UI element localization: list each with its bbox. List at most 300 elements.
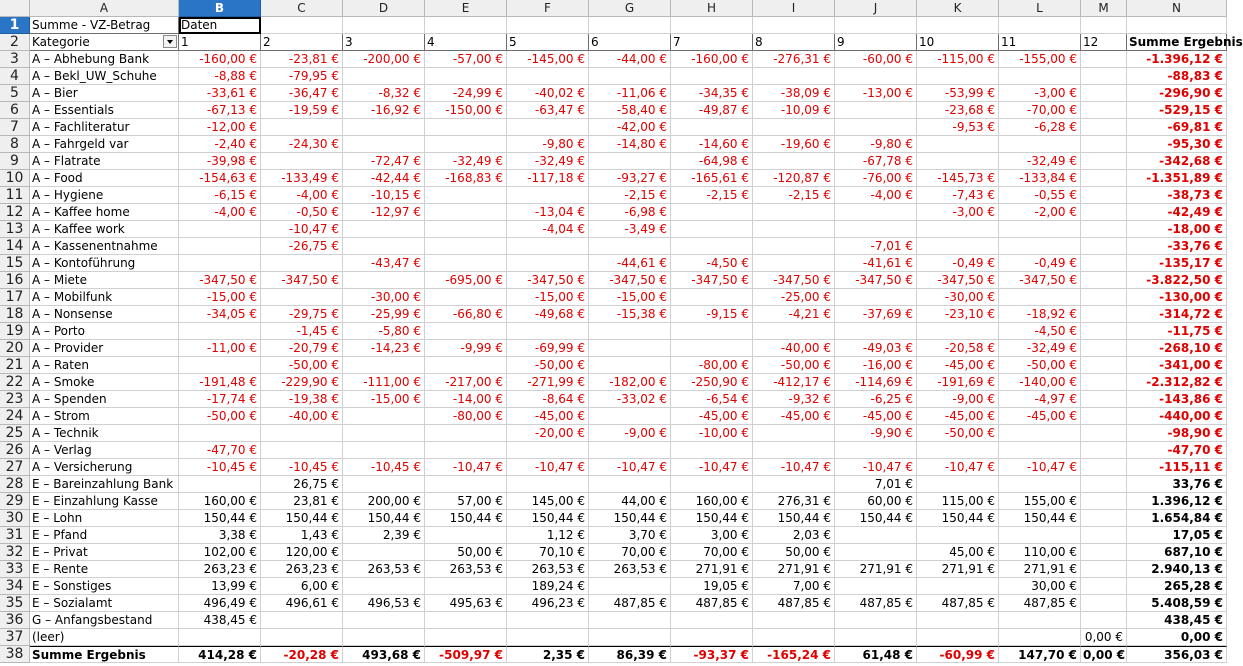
value-cell[interactable]: -114,69 € bbox=[835, 374, 917, 391]
value-cell[interactable]: 7,01 € bbox=[835, 476, 917, 493]
value-cell[interactable] bbox=[589, 153, 671, 170]
value-cell[interactable]: 487,85 € bbox=[835, 595, 917, 612]
value-cell[interactable]: -182,00 € bbox=[589, 374, 671, 391]
value-cell[interactable]: -4,50 € bbox=[671, 255, 753, 272]
value-cell[interactable] bbox=[917, 527, 999, 544]
value-cell[interactable]: -45,00 € bbox=[999, 408, 1081, 425]
category-cell[interactable]: E – Lohn bbox=[30, 510, 179, 527]
value-cell[interactable] bbox=[589, 340, 671, 357]
value-cell[interactable]: -80,00 € bbox=[671, 357, 753, 374]
month-header-2[interactable]: 2 bbox=[261, 34, 343, 51]
category-cell[interactable]: A – Raten bbox=[30, 357, 179, 374]
value-cell[interactable] bbox=[1081, 119, 1127, 136]
value-cell[interactable]: -45,00 € bbox=[671, 408, 753, 425]
value-cell[interactable] bbox=[999, 476, 1081, 493]
value-cell[interactable] bbox=[589, 68, 671, 85]
value-cell[interactable]: -168,83 € bbox=[425, 170, 507, 187]
value-cell[interactable]: -154,63 € bbox=[179, 170, 261, 187]
value-cell[interactable] bbox=[261, 153, 343, 170]
row-header-3[interactable]: 3 bbox=[0, 51, 30, 68]
category-cell[interactable]: A – Essentials bbox=[30, 102, 179, 119]
value-cell[interactable]: -4,00 € bbox=[261, 187, 343, 204]
value-cell[interactable] bbox=[835, 442, 917, 459]
value-cell[interactable] bbox=[1081, 221, 1127, 238]
row-header-25[interactable]: 25 bbox=[0, 425, 30, 442]
value-cell[interactable] bbox=[1081, 442, 1127, 459]
value-cell[interactable] bbox=[1081, 272, 1127, 289]
value-cell[interactable]: -50,00 € bbox=[753, 357, 835, 374]
value-cell[interactable] bbox=[589, 612, 671, 629]
value-cell[interactable]: -16,00 € bbox=[835, 357, 917, 374]
value-cell[interactable]: -9,15 € bbox=[671, 306, 753, 323]
cell-empty[interactable] bbox=[425, 17, 507, 34]
value-cell[interactable]: -19,60 € bbox=[753, 136, 835, 153]
row-header-24[interactable]: 24 bbox=[0, 408, 30, 425]
value-cell[interactable]: -23,68 € bbox=[917, 102, 999, 119]
grand-total-cell[interactable]: 414,28 € bbox=[179, 646, 261, 663]
value-cell[interactable] bbox=[425, 578, 507, 595]
value-cell[interactable]: -276,31 € bbox=[753, 51, 835, 68]
value-cell[interactable] bbox=[671, 68, 753, 85]
value-cell[interactable]: 496,23 € bbox=[507, 595, 589, 612]
category-cell[interactable]: A – Spenden bbox=[30, 391, 179, 408]
value-cell[interactable]: -347,50 € bbox=[179, 272, 261, 289]
value-cell[interactable] bbox=[507, 476, 589, 493]
month-header-7[interactable]: 7 bbox=[671, 34, 753, 51]
value-cell[interactable]: -9,53 € bbox=[917, 119, 999, 136]
value-cell[interactable] bbox=[425, 629, 507, 646]
value-cell[interactable] bbox=[753, 476, 835, 493]
value-cell[interactable]: -14,23 € bbox=[343, 340, 425, 357]
category-cell[interactable]: A – Fachliteratur bbox=[30, 119, 179, 136]
value-cell[interactable]: 150,44 € bbox=[425, 510, 507, 527]
value-cell[interactable] bbox=[671, 323, 753, 340]
value-cell[interactable]: -13,00 € bbox=[835, 85, 917, 102]
value-cell[interactable]: -32,49 € bbox=[999, 340, 1081, 357]
value-cell[interactable]: -10,47 € bbox=[507, 459, 589, 476]
value-cell[interactable]: 70,10 € bbox=[507, 544, 589, 561]
value-cell[interactable]: -2,15 € bbox=[671, 187, 753, 204]
value-cell[interactable]: -4,00 € bbox=[179, 204, 261, 221]
row-total-cell[interactable]: -33,76 € bbox=[1127, 238, 1227, 255]
value-cell[interactable] bbox=[179, 221, 261, 238]
row-total-cell[interactable]: 17,05 € bbox=[1127, 527, 1227, 544]
value-cell[interactable] bbox=[1081, 391, 1127, 408]
value-cell[interactable] bbox=[1081, 510, 1127, 527]
grand-total-cell[interactable]: 2,35 € bbox=[507, 646, 589, 663]
value-cell[interactable] bbox=[835, 102, 917, 119]
value-cell[interactable]: 2,39 € bbox=[343, 527, 425, 544]
row-total-cell[interactable]: -130,00 € bbox=[1127, 289, 1227, 306]
value-cell[interactable]: -49,87 € bbox=[671, 102, 753, 119]
value-cell[interactable]: 271,91 € bbox=[999, 561, 1081, 578]
value-cell[interactable] bbox=[343, 238, 425, 255]
category-cell[interactable]: E – Sozialamt bbox=[30, 595, 179, 612]
value-cell[interactable] bbox=[835, 119, 917, 136]
value-cell[interactable] bbox=[343, 68, 425, 85]
value-cell[interactable]: -9,32 € bbox=[753, 391, 835, 408]
value-cell[interactable]: -1,45 € bbox=[261, 323, 343, 340]
value-cell[interactable] bbox=[589, 629, 671, 646]
grand-total-cell[interactable]: -60,99 € bbox=[917, 646, 999, 663]
row-total-cell[interactable]: -3.822,50 € bbox=[1127, 272, 1227, 289]
value-cell[interactable]: -57,00 € bbox=[425, 51, 507, 68]
value-cell[interactable]: 160,00 € bbox=[671, 493, 753, 510]
month-header-9[interactable]: 9 bbox=[835, 34, 917, 51]
value-cell[interactable]: 487,85 € bbox=[917, 595, 999, 612]
value-cell[interactable] bbox=[179, 238, 261, 255]
value-cell[interactable]: -26,75 € bbox=[261, 238, 343, 255]
value-cell[interactable]: 487,85 € bbox=[671, 595, 753, 612]
cell-empty[interactable] bbox=[1081, 17, 1127, 34]
row-total-cell[interactable]: 687,10 € bbox=[1127, 544, 1227, 561]
cell-empty[interactable] bbox=[671, 17, 753, 34]
value-cell[interactable]: -15,00 € bbox=[507, 289, 589, 306]
column-header-n[interactable]: N bbox=[1127, 0, 1227, 17]
value-cell[interactable]: -67,78 € bbox=[835, 153, 917, 170]
value-cell[interactable]: -34,05 € bbox=[179, 306, 261, 323]
value-cell[interactable] bbox=[343, 612, 425, 629]
value-cell[interactable]: -111,00 € bbox=[343, 374, 425, 391]
value-cell[interactable]: -14,80 € bbox=[589, 136, 671, 153]
row-header-6[interactable]: 6 bbox=[0, 102, 30, 119]
row-header-27[interactable]: 27 bbox=[0, 459, 30, 476]
value-cell[interactable]: 30,00 € bbox=[999, 578, 1081, 595]
value-cell[interactable]: -20,79 € bbox=[261, 340, 343, 357]
row-header-33[interactable]: 33 bbox=[0, 561, 30, 578]
value-cell[interactable]: -10,09 € bbox=[753, 102, 835, 119]
value-cell[interactable]: 263,23 € bbox=[261, 561, 343, 578]
value-cell[interactable]: -40,02 € bbox=[507, 85, 589, 102]
value-cell[interactable] bbox=[999, 612, 1081, 629]
category-cell[interactable]: A – Flatrate bbox=[30, 153, 179, 170]
row-header-23[interactable]: 23 bbox=[0, 391, 30, 408]
value-cell[interactable]: -16,92 € bbox=[343, 102, 425, 119]
value-cell[interactable]: -40,00 € bbox=[261, 408, 343, 425]
value-cell[interactable] bbox=[507, 119, 589, 136]
category-filter-dropdown-button[interactable] bbox=[163, 35, 177, 48]
value-cell[interactable] bbox=[507, 612, 589, 629]
month-header-3[interactable]: 3 bbox=[343, 34, 425, 51]
month-header-1[interactable]: 1 bbox=[179, 34, 261, 51]
value-cell[interactable]: -7,43 € bbox=[917, 187, 999, 204]
value-cell[interactable] bbox=[507, 442, 589, 459]
row-header-14[interactable]: 14 bbox=[0, 238, 30, 255]
value-cell[interactable]: 45,00 € bbox=[917, 544, 999, 561]
value-cell[interactable]: -23,10 € bbox=[917, 306, 999, 323]
row-total-cell[interactable]: -1.396,12 € bbox=[1127, 51, 1227, 68]
value-cell[interactable] bbox=[753, 153, 835, 170]
row-total-cell[interactable]: 33,76 € bbox=[1127, 476, 1227, 493]
value-cell[interactable]: -347,50 € bbox=[507, 272, 589, 289]
row-header-12[interactable]: 12 bbox=[0, 204, 30, 221]
value-cell[interactable] bbox=[261, 119, 343, 136]
value-cell[interactable] bbox=[1081, 425, 1127, 442]
category-cell[interactable]: A – Versicherung bbox=[30, 459, 179, 476]
value-cell[interactable] bbox=[589, 442, 671, 459]
value-cell[interactable]: 1,12 € bbox=[507, 527, 589, 544]
cell-empty[interactable] bbox=[753, 17, 835, 34]
value-cell[interactable]: -347,50 € bbox=[835, 272, 917, 289]
value-cell[interactable]: -69,99 € bbox=[507, 340, 589, 357]
value-cell[interactable] bbox=[343, 476, 425, 493]
value-cell[interactable]: 13,99 € bbox=[179, 578, 261, 595]
row-total-cell[interactable]: -47,70 € bbox=[1127, 442, 1227, 459]
value-cell[interactable]: 2,03 € bbox=[753, 527, 835, 544]
grand-total-cell[interactable]: 61,48 € bbox=[835, 646, 917, 663]
row-header-34[interactable]: 34 bbox=[0, 578, 30, 595]
value-cell[interactable]: 271,91 € bbox=[917, 561, 999, 578]
value-cell[interactable] bbox=[1081, 544, 1127, 561]
category-cell[interactable]: A – Technik bbox=[30, 425, 179, 442]
grand-total-cell[interactable]: 147,70 € bbox=[999, 646, 1081, 663]
value-cell[interactable]: -10,45 € bbox=[179, 459, 261, 476]
row-total-cell[interactable]: -440,00 € bbox=[1127, 408, 1227, 425]
value-cell[interactable] bbox=[917, 221, 999, 238]
value-cell[interactable] bbox=[1081, 323, 1127, 340]
value-cell[interactable]: -6,28 € bbox=[999, 119, 1081, 136]
value-cell[interactable]: -25,99 € bbox=[343, 306, 425, 323]
value-cell[interactable]: -33,61 € bbox=[179, 85, 261, 102]
value-cell[interactable]: 189,24 € bbox=[507, 578, 589, 595]
value-cell[interactable]: 150,44 € bbox=[917, 510, 999, 527]
value-cell[interactable] bbox=[589, 476, 671, 493]
value-cell[interactable]: 496,49 € bbox=[179, 595, 261, 612]
value-cell[interactable]: -9,00 € bbox=[917, 391, 999, 408]
row-total-cell[interactable]: 1.396,12 € bbox=[1127, 493, 1227, 510]
value-cell[interactable]: -7,01 € bbox=[835, 238, 917, 255]
value-cell[interactable]: -200,00 € bbox=[343, 51, 425, 68]
value-cell[interactable] bbox=[835, 544, 917, 561]
value-cell[interactable] bbox=[999, 442, 1081, 459]
column-header-f[interactable]: F bbox=[507, 0, 589, 17]
value-cell[interactable]: -10,47 € bbox=[999, 459, 1081, 476]
row-header-30[interactable]: 30 bbox=[0, 510, 30, 527]
column-header-g[interactable]: G bbox=[589, 0, 671, 17]
grand-total-cell[interactable]: 86,39 € bbox=[589, 646, 671, 663]
value-cell[interactable]: -347,50 € bbox=[999, 272, 1081, 289]
value-cell[interactable] bbox=[343, 544, 425, 561]
value-cell[interactable]: 150,44 € bbox=[261, 510, 343, 527]
value-cell[interactable] bbox=[1081, 408, 1127, 425]
value-cell[interactable]: -20,58 € bbox=[917, 340, 999, 357]
value-cell[interactable]: -29,75 € bbox=[261, 306, 343, 323]
pivot-category-header[interactable] bbox=[30, 34, 179, 51]
value-cell[interactable]: 150,44 € bbox=[835, 510, 917, 527]
row-header-4[interactable]: 4 bbox=[0, 68, 30, 85]
grand-total-label[interactable]: Summe Ergebnis bbox=[30, 646, 179, 663]
value-cell[interactable]: 44,00 € bbox=[589, 493, 671, 510]
category-cell[interactable]: A – Smoke bbox=[30, 374, 179, 391]
category-cell[interactable]: A – Mobilfunk bbox=[30, 289, 179, 306]
value-cell[interactable]: -271,99 € bbox=[507, 374, 589, 391]
value-cell[interactable] bbox=[753, 204, 835, 221]
value-cell[interactable]: -80,00 € bbox=[425, 408, 507, 425]
value-cell[interactable]: -33,02 € bbox=[589, 391, 671, 408]
value-cell[interactable] bbox=[179, 357, 261, 374]
row-header-26[interactable]: 26 bbox=[0, 442, 30, 459]
value-cell[interactable] bbox=[917, 68, 999, 85]
value-cell[interactable] bbox=[999, 238, 1081, 255]
value-cell[interactable] bbox=[343, 629, 425, 646]
value-cell[interactable]: -6,25 € bbox=[835, 391, 917, 408]
value-cell[interactable]: -160,00 € bbox=[179, 51, 261, 68]
value-cell[interactable]: -79,95 € bbox=[261, 68, 343, 85]
row-header-28[interactable]: 28 bbox=[0, 476, 30, 493]
value-cell[interactable] bbox=[917, 238, 999, 255]
value-cell[interactable]: -10,47 € bbox=[425, 459, 507, 476]
value-cell[interactable] bbox=[261, 629, 343, 646]
value-cell[interactable]: -45,00 € bbox=[917, 357, 999, 374]
grand-total-cell[interactable]: 0,00 € bbox=[1083, 648, 1126, 662]
value-cell[interactable] bbox=[425, 119, 507, 136]
value-cell[interactable] bbox=[999, 136, 1081, 153]
value-cell[interactable] bbox=[343, 272, 425, 289]
value-cell[interactable]: -9,80 € bbox=[835, 136, 917, 153]
row-total-cell[interactable]: 1.654,84 € bbox=[1127, 510, 1227, 527]
value-cell[interactable]: -11,06 € bbox=[589, 85, 671, 102]
grand-total-cell[interactable]: -93,37 € bbox=[671, 646, 753, 663]
value-cell[interactable]: -13,04 € bbox=[507, 204, 589, 221]
value-cell[interactable]: 263,53 € bbox=[343, 561, 425, 578]
row-header-29[interactable]: 29 bbox=[0, 493, 30, 510]
row-total-cell[interactable]: -38,73 € bbox=[1127, 187, 1227, 204]
value-cell[interactable]: 150,44 € bbox=[753, 510, 835, 527]
value-cell[interactable] bbox=[261, 425, 343, 442]
value-cell[interactable]: 487,85 € bbox=[753, 595, 835, 612]
row-total-cell[interactable]: -296,90 € bbox=[1127, 85, 1227, 102]
value-cell[interactable]: -347,50 € bbox=[589, 272, 671, 289]
value-cell[interactable]: 70,00 € bbox=[589, 544, 671, 561]
column-header-m[interactable]: M bbox=[1081, 0, 1127, 17]
value-cell[interactable] bbox=[999, 629, 1081, 646]
value-cell[interactable] bbox=[343, 408, 425, 425]
row-header-20[interactable]: 20 bbox=[0, 340, 30, 357]
value-cell[interactable]: -6,15 € bbox=[179, 187, 261, 204]
row-header-37[interactable]: 37 bbox=[0, 629, 30, 646]
value-cell[interactable]: 120,00 € bbox=[261, 544, 343, 561]
value-cell[interactable]: -44,00 € bbox=[589, 51, 671, 68]
value-cell[interactable] bbox=[1081, 51, 1127, 68]
value-cell[interactable]: 150,44 € bbox=[671, 510, 753, 527]
value-cell[interactable]: -30,00 € bbox=[917, 289, 999, 306]
value-cell[interactable] bbox=[179, 323, 261, 340]
value-cell[interactable]: -50,00 € bbox=[507, 357, 589, 374]
row-total-cell[interactable]: -98,90 € bbox=[1127, 425, 1227, 442]
row-header-16[interactable]: 16 bbox=[0, 272, 30, 289]
value-cell[interactable]: -66,80 € bbox=[425, 306, 507, 323]
value-cell[interactable]: 110,00 € bbox=[999, 544, 1081, 561]
value-cell[interactable]: -4,50 € bbox=[999, 323, 1081, 340]
value-cell[interactable] bbox=[261, 612, 343, 629]
value-cell[interactable]: -14,60 € bbox=[671, 136, 753, 153]
value-cell[interactable] bbox=[753, 238, 835, 255]
value-cell[interactable]: -120,87 € bbox=[753, 170, 835, 187]
value-cell[interactable]: -10,45 € bbox=[261, 459, 343, 476]
value-cell[interactable]: -23,81 € bbox=[261, 51, 343, 68]
value-cell[interactable]: -49,03 € bbox=[835, 340, 917, 357]
value-cell[interactable]: -4,00 € bbox=[835, 187, 917, 204]
value-cell[interactable]: -25,00 € bbox=[753, 289, 835, 306]
value-cell[interactable]: -10,47 € bbox=[671, 459, 753, 476]
value-cell[interactable]: -70,00 € bbox=[999, 102, 1081, 119]
value-cell[interactable] bbox=[1081, 204, 1127, 221]
value-cell[interactable] bbox=[917, 629, 999, 646]
row-total-cell[interactable]: -18,00 € bbox=[1127, 221, 1227, 238]
value-cell[interactable] bbox=[1081, 561, 1127, 578]
row-total-cell[interactable]: 2.940,13 € bbox=[1127, 561, 1227, 578]
value-cell[interactable]: -229,90 € bbox=[261, 374, 343, 391]
value-cell[interactable]: -155,00 € bbox=[999, 51, 1081, 68]
value-cell[interactable]: -347,50 € bbox=[753, 272, 835, 289]
category-cell[interactable]: G – Anfangsbestand bbox=[30, 612, 179, 629]
value-cell[interactable]: -191,69 € bbox=[917, 374, 999, 391]
value-cell[interactable]: -93,27 € bbox=[589, 170, 671, 187]
row-header-32[interactable]: 32 bbox=[0, 544, 30, 561]
row-header-7[interactable]: 7 bbox=[0, 119, 30, 136]
value-cell[interactable] bbox=[1081, 170, 1127, 187]
value-cell[interactable] bbox=[1081, 187, 1127, 204]
value-cell[interactable]: 0,00 € bbox=[1081, 629, 1127, 646]
row-total-cell[interactable]: 0,00 € bbox=[1127, 629, 1227, 646]
row-header-31[interactable]: 31 bbox=[0, 527, 30, 544]
value-cell[interactable] bbox=[753, 629, 835, 646]
value-cell[interactable]: 26,75 € bbox=[261, 476, 343, 493]
value-cell[interactable] bbox=[835, 612, 917, 629]
value-cell[interactable] bbox=[917, 136, 999, 153]
row-header-13[interactable]: 13 bbox=[0, 221, 30, 238]
value-cell[interactable] bbox=[671, 442, 753, 459]
month-header-11[interactable]: 11 bbox=[999, 34, 1081, 51]
value-cell[interactable] bbox=[343, 425, 425, 442]
value-cell[interactable]: 496,61 € bbox=[261, 595, 343, 612]
value-cell[interactable]: 3,38 € bbox=[179, 527, 261, 544]
value-cell[interactable]: 3,70 € bbox=[589, 527, 671, 544]
column-header-k[interactable]: K bbox=[917, 0, 999, 17]
category-cell[interactable]: E – Einzahlung Kasse bbox=[30, 493, 179, 510]
value-cell[interactable] bbox=[589, 408, 671, 425]
value-cell[interactable] bbox=[261, 289, 343, 306]
value-cell[interactable] bbox=[343, 221, 425, 238]
value-cell[interactable]: -40,00 € bbox=[753, 340, 835, 357]
value-cell[interactable]: 50,00 € bbox=[753, 544, 835, 561]
value-cell[interactable] bbox=[671, 340, 753, 357]
value-cell[interactable]: -6,98 € bbox=[589, 204, 671, 221]
value-cell[interactable] bbox=[835, 629, 917, 646]
value-cell[interactable]: -3,00 € bbox=[999, 85, 1081, 102]
category-cell[interactable]: A – Provider bbox=[30, 340, 179, 357]
value-cell[interactable]: -133,84 € bbox=[999, 170, 1081, 187]
value-cell[interactable] bbox=[671, 612, 753, 629]
value-cell[interactable]: -145,73 € bbox=[917, 170, 999, 187]
row-header-36[interactable]: 36 bbox=[0, 612, 30, 629]
category-cell[interactable]: A – Verlag bbox=[30, 442, 179, 459]
value-cell[interactable]: -58,40 € bbox=[589, 102, 671, 119]
value-cell[interactable] bbox=[671, 289, 753, 306]
value-cell[interactable]: -347,50 € bbox=[261, 272, 343, 289]
grand-total-cell[interactable]: -165,24 € bbox=[753, 646, 835, 663]
value-cell[interactable]: 496,53 € bbox=[343, 595, 425, 612]
value-cell[interactable]: 263,23 € bbox=[179, 561, 261, 578]
grand-total-cell[interactable]: -509,97 € bbox=[425, 646, 507, 663]
value-cell[interactable]: -8,88 € bbox=[179, 68, 261, 85]
grand-total-cell[interactable]: 356,03 € bbox=[1127, 646, 1227, 663]
value-cell[interactable] bbox=[999, 289, 1081, 306]
value-cell[interactable]: -4,04 € bbox=[507, 221, 589, 238]
column-header-c[interactable]: C bbox=[261, 0, 343, 17]
value-cell[interactable] bbox=[1081, 85, 1127, 102]
value-cell[interactable]: -412,17 € bbox=[753, 374, 835, 391]
